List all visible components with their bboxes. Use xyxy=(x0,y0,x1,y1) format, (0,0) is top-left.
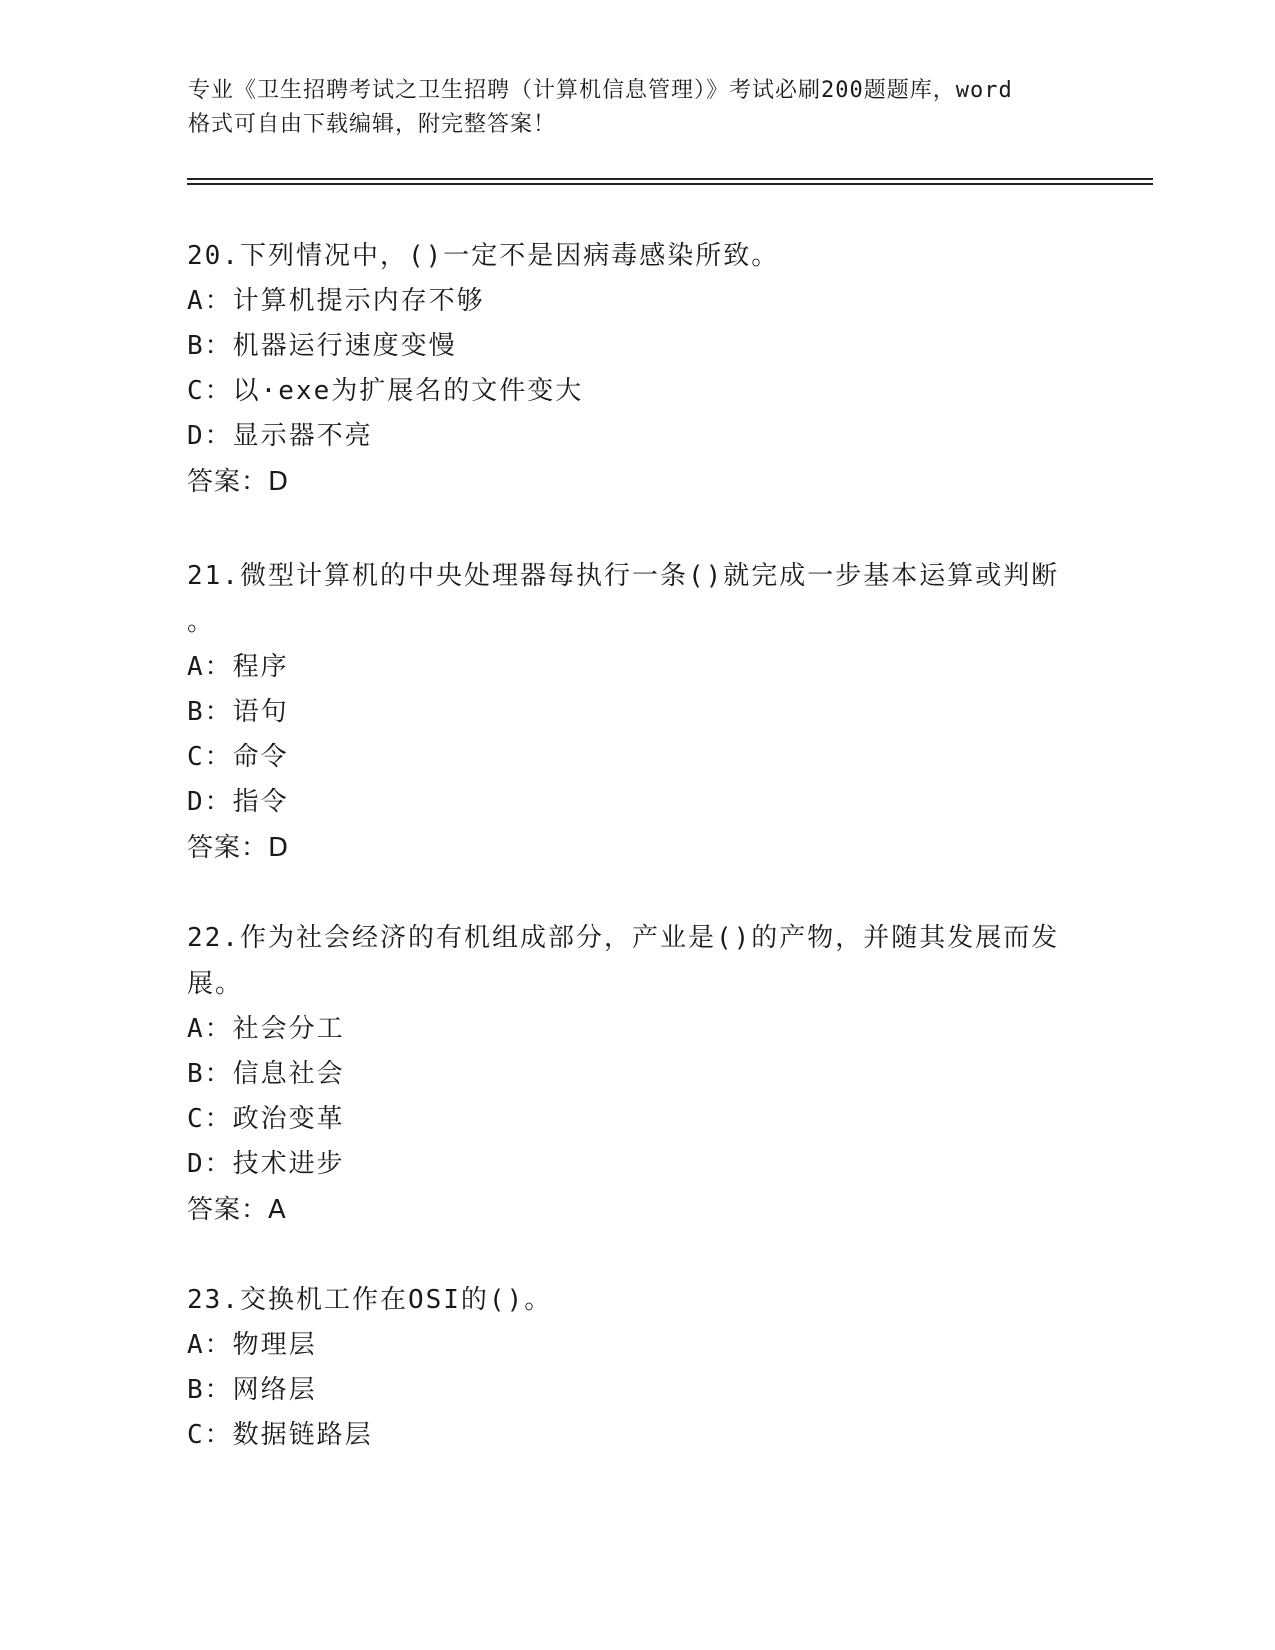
option-a: A：社会分工 xyxy=(187,1014,345,1044)
question-22 xyxy=(187,915,1087,1233)
header-line-1: 专业《卫生招聘考试之卫生招聘（计算机信息管理）》考试必刷200题题库，word xyxy=(188,78,1013,103)
option-b: B：机器运行速度变慢 xyxy=(187,331,457,361)
question-23 xyxy=(187,1277,1087,1458)
answer: 答案：D xyxy=(187,833,290,863)
option-a: A：物理层 xyxy=(187,1330,317,1360)
answer: 答案：A xyxy=(187,1195,287,1225)
question-20 xyxy=(187,233,1087,505)
option-a: A：计算机提示内存不够 xyxy=(187,286,485,316)
option-c: C：数据链路层 xyxy=(187,1420,373,1450)
option-d: D：技术进步 xyxy=(187,1149,345,1179)
option-b: B：信息社会 xyxy=(187,1059,345,1089)
option-a: A：程序 xyxy=(187,652,289,682)
option-c: C：以·exe为扩展名的文件变大 xyxy=(187,376,584,406)
question-stem: 22.作为社会经济的有机组成部分，产业是()的产物，并随其发展而发 xyxy=(187,923,1060,953)
option-c: C：命令 xyxy=(187,742,289,772)
header-divider-bottom xyxy=(187,183,1153,185)
question-21 xyxy=(187,553,1087,871)
question-stem-continued: 展。 xyxy=(187,969,244,999)
question-stem: 21.微型计算机的中央处理器每执行一条()就完成一步基本运算或判断 xyxy=(187,561,1060,591)
answer: 答案：D xyxy=(187,467,290,497)
option-c: C：政治变革 xyxy=(187,1104,345,1134)
option-b: B：网络层 xyxy=(187,1375,317,1405)
option-d: D：指令 xyxy=(187,787,289,817)
question-stem: 20.下列情况中，()一定不是因病毒感染所致。 xyxy=(187,241,780,271)
question-stem: 23.交换机工作在OSI的()。 xyxy=(187,1285,553,1315)
header-divider-top xyxy=(187,178,1153,180)
option-b: B：语句 xyxy=(187,697,289,727)
option-d: D：显示器不亮 xyxy=(187,421,373,451)
document-header xyxy=(188,74,1088,142)
question-stem-continued: 。 xyxy=(187,607,216,637)
header-line-2: 格式可自由下载编辑，附完整答案！ xyxy=(188,112,557,137)
